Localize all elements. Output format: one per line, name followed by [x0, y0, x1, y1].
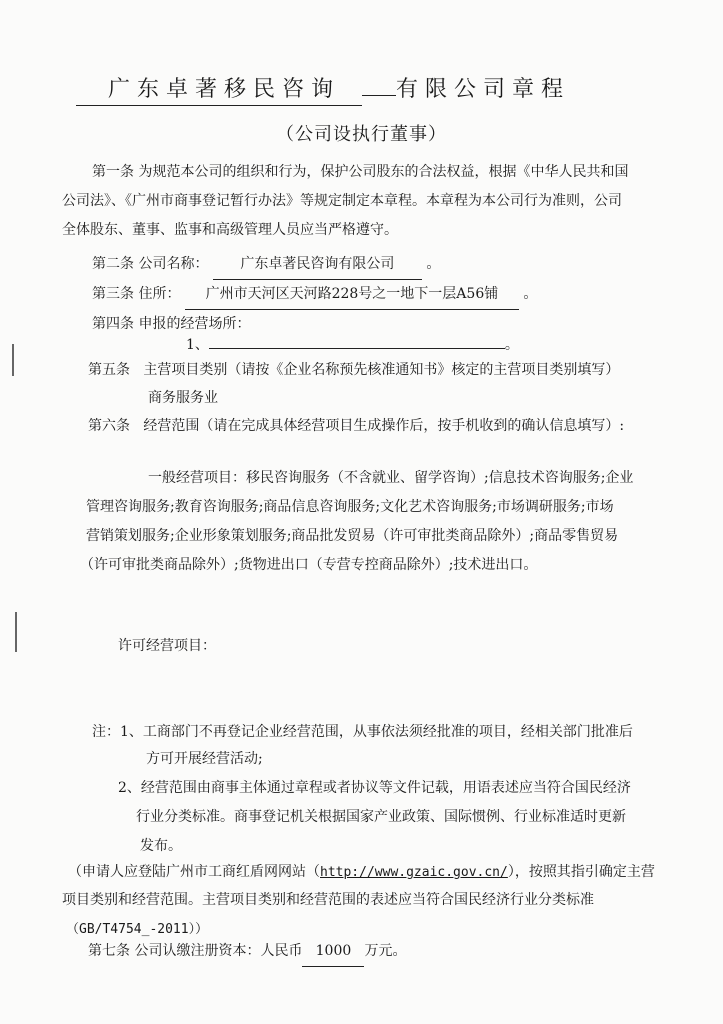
- article3-end: 。: [523, 286, 538, 302]
- licensed-business-label: 许可经营项目：: [118, 638, 216, 654]
- scan-mark: [12, 344, 14, 376]
- article7-unit: 万元。: [364, 943, 407, 959]
- article3-label: 第三条 住所：: [92, 286, 181, 302]
- article5-label: 第五条: [88, 362, 130, 378]
- article4-label: 第四条 申报的经营场所：: [92, 316, 251, 332]
- applicant-text-a: （申请人应登陆广州市工商红盾网网站（: [68, 864, 320, 880]
- general-business-line1: 一般经营项目：移民咨询服务（不含就业、留学咨询）;信息技术咨询服务;企业: [148, 470, 634, 486]
- applicant-line3: （GB/T4754_-2011））: [66, 922, 209, 937]
- address-field: 广州市天河区天河路228号之一地下一层A56铺: [185, 280, 519, 310]
- title-suffix: 有限公司章程: [396, 77, 571, 102]
- scan-mark: [15, 612, 17, 652]
- article4-item-num: 1、: [186, 337, 209, 353]
- article2-end: 。: [426, 256, 441, 272]
- article2-label: 第二条 公司名称：: [92, 256, 209, 272]
- registered-capital-field: 1000: [302, 937, 364, 967]
- article2: [92, 250, 440, 280]
- note2-line1: 2、经营范围由商事主体通过章程或者协议等文件记载，用语表述应当符合国民经济: [118, 780, 631, 796]
- document-subtitle: （公司设执行董事）: [276, 124, 447, 145]
- document-title: [76, 72, 570, 106]
- article6: [88, 412, 624, 441]
- article1-line3: 全体股东、董事、监事和高级管理人员应当严格遵守。: [62, 222, 398, 238]
- general-business-line3: 营销策划服务;企业形象策划服务;商品批发贸易（许可审批类商品除外）;商品零售贸易: [86, 528, 619, 544]
- article1-line2: 公司法》、《广州市商事登记暂行办法》等规定制定本章程。本章程为本公司行为准则，公司: [62, 193, 622, 209]
- business-location-field: [209, 330, 505, 349]
- note1-line2: 方可开展经营活动;: [146, 751, 263, 767]
- general-business-line4: （许可审批类商品除外）;货物进出口（专营专控商品除外）;技术进出口。: [80, 557, 538, 573]
- article1-line1: 第一条 为规范本公司的组织和行为，保护公司股东的合法权益，根据《中华人民共和国: [92, 164, 629, 180]
- article7: [88, 937, 406, 967]
- applicant-text-b: ），按照其指引确定主营: [507, 864, 655, 880]
- article5: [88, 356, 619, 385]
- applicant-line1: [68, 858, 655, 887]
- article5-value: 商务服务业: [148, 390, 218, 406]
- article4-end: 。: [504, 337, 519, 353]
- title-blank: [362, 73, 396, 96]
- article6-label: 第六条: [88, 418, 130, 434]
- article3: [92, 280, 537, 310]
- note1-line1: 注：1、工商部门不再登记企业经营范围，从事依法须经批准的项目，经相关部门批准后: [92, 724, 633, 740]
- article6-text: 经营范围（请在完成具体经营项目生成操作后，按手机收到的确认信息填写）:: [143, 418, 625, 434]
- applicant-line2: 项目类别和经营范围。主营项目类别和经营范围的表述应当符合国民经济行业分类标准: [62, 892, 594, 908]
- gzaic-url: http://www.gzaic.gov.cn/: [320, 865, 508, 880]
- article5-text: 主营项目类别（请按《企业名称预先核准通知书》核定的主营项目类别填写）: [143, 362, 620, 378]
- company-name-fill: 广东卓著移民咨询: [76, 72, 362, 106]
- note2-line2: 行业分类标准。商事登记机关根据国家产业政策、国际惯例、行业标准适时更新: [136, 809, 626, 825]
- company-name-field: 广东卓著民咨询有限公司: [213, 250, 422, 280]
- note2-line3: 发布。: [140, 838, 182, 854]
- article7-label: 第七条 公司认缴注册资本：人民币: [88, 943, 303, 959]
- general-business-line2: 管理咨询服务;教育咨询服务;商品信息咨询服务;文化艺术咨询服务;市场调研服务;市场: [86, 499, 614, 515]
